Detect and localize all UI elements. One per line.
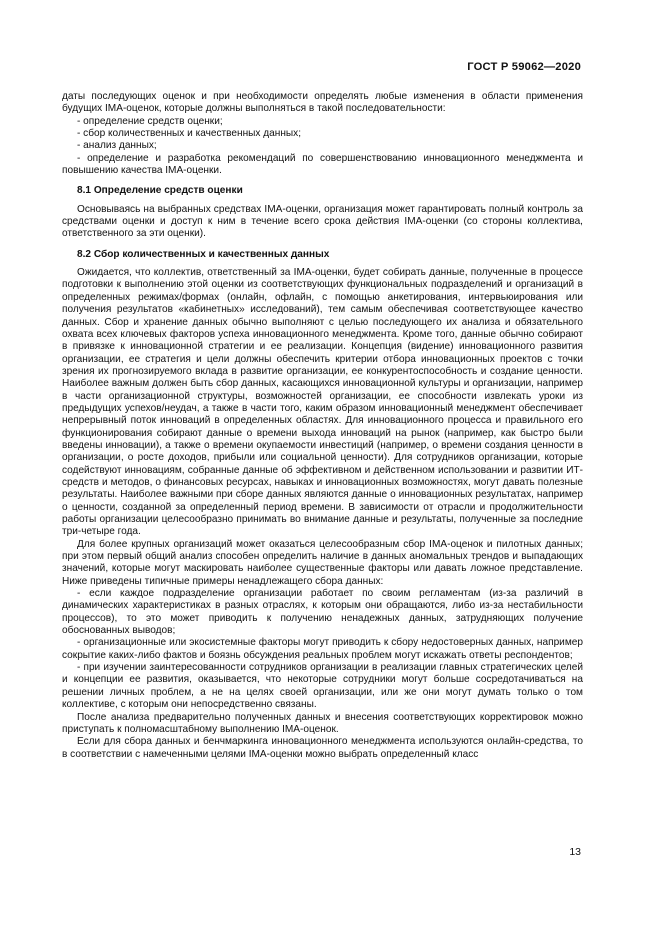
intro-list-item: - анализ данных; [77,140,157,152]
section-8-2-list-item: - при изучении заинтересованности сотрудников организации в реализации главных стратегических целей и концепции ее развития, оказывается, что некоторые сотрудники могут больше сосредотачиваться на решении личных проблем, а не на целях своей организации, или же они могут думать только о том коллективе, с которым они непосредственно связаны. [62,662,583,711]
section-8-2-list-item: - организационные или экосистемные факторы могут приводить к сбору недостоверных данных, например сокрытие каких-либо фактов и боязнь обсуждения реальных проблем могут искажать ответы респондентов; [62,637,583,661]
intro-list-item: - сбор количественных и качественных данных; [77,128,302,140]
section-8-2-heading: 8.2 Сбор количественных и качественных данных [77,248,330,260]
intro-list-item: - определение средств оценки; [77,115,223,127]
page-number: 13 [569,846,581,858]
standard-code-header: ГОСТ Р 59062—2020 [467,61,581,73]
section-8-1-paragraph: Основываясь на выбранных средствах IMA-оценки, организация может гарантировать полный контроль за средствами оценки и доступ к ним в течение всего срока действия IMA-оценки (со стороны коллектива, ответственного за эти оценки). [62,203,583,240]
section-8-2-list-item: - если каждое подразделение организации работает по своим регламентам (из-за различий в динамических характеристиках в разных отраслях, к которым они обращаются, либо из-за нестабильности процессов), то это может приводить к получению ненадежных данных, затрудняющих получение обоснованных выводов; [62,588,583,637]
section-8-1-heading: 8.1 Определение средств оценки [77,185,243,197]
section-8-2-paragraph-1: Ожидается, что коллектив, ответственный за IMA-оценки, будет собирать данные, полученные в процессе подготовки к выполнению этой оценки из соответствующих функциональных подразделений и организаций в определенных режимах/формах (онлайн, офлайн, с помощью анкетирования, интервьюирования или получения результатов «кабинетных» исследований), тем самым обеспечивая соответствующее качество данных. Сбор и хранение данных обычно выполняют с целью последующего их анализа и обязательного охвата всех ключевых факторов успеха инновационного менеджмента. Кроме того, данные обычно собирают в привязке к инновационной стратегии и ее реализации. Концепция (видение) инновационного развития организации, ее стратегия и цели должны обеспечить критерии отбора инновационных проектов с точки зрения их прогнозируемого вклада в развитие организации, ее конкурентоспособность и создание ценности. Наиболее важным должен быть сбор данных, касающихся инновационной культуры и организации, например в части организационной структуры, возможностей организации, ее способности извлекать уроки из предыдущих успехов/неудач, а также в части того, каким образом инновационный менеджмент обеспечивает непрерывный поток инноваций в определенных областях. Для инновационного процесса и правильного его функционирования собирают данные о времени выхода инноваций на рынок (например, как быстро были введены инновации), а также о времени окупаемости инвестиций (например, о времени создания ценности в организации, о росте доходов, прибыли или социальной ценности). Для сотрудников организации, которые содействуют инновациям, собранные данные об эффективном и действенном использовании и развитии ИТ-средств и методов, о финансовых ресурсах, навыках и инновационных возможностях, могут давать полезные результаты. Наиболее важными при сборе данных являются данные о инновационных результатах, например о ценности, созданной за определенный период времени. В зависимости от отрасли и продолжительности работы организации целесообразно принимать во внимание данные и результаты, полученные за последние три-четыре года. [62,267,583,538]
section-8-2-paragraph-2: Для более крупных организаций может оказаться целесообразным сбор IMA-оценок и пилотных данных; при этом первый общий анализ способен определить наличие в данных аномальных трендов и выпадающих значений, которые могут маскировать наиболее существенные факторы или давать ложное представление. Ниже приведены типичные примеры ненадлежащего сбора данных: [62,538,583,587]
section-8-2-paragraph-3: После анализа предварительно полученных данных и внесения соответствующих корректировок можно приступать к полномасштабному выполнению IMA-оценок. [62,711,583,735]
section-8-2-paragraph-4: Если для сбора данных и бенчмаркинга инновационного менеджмента используются онлайн-средства, то в соответствии с намеченными целями IMA-оценки можно выбрать определенный класс [62,736,583,760]
intro-paragraph: даты последующих оценок и при необходимости определять любые изменения в области применения будущих IMA-оценок, которые должны выполняться в такой последовательности: [62,91,583,115]
intro-list-item: - определение и разработка рекомендаций по совершенствованию инновационного менеджмента и повышению качества IMA-оценки. [62,152,583,177]
document-body [62,91,583,761]
